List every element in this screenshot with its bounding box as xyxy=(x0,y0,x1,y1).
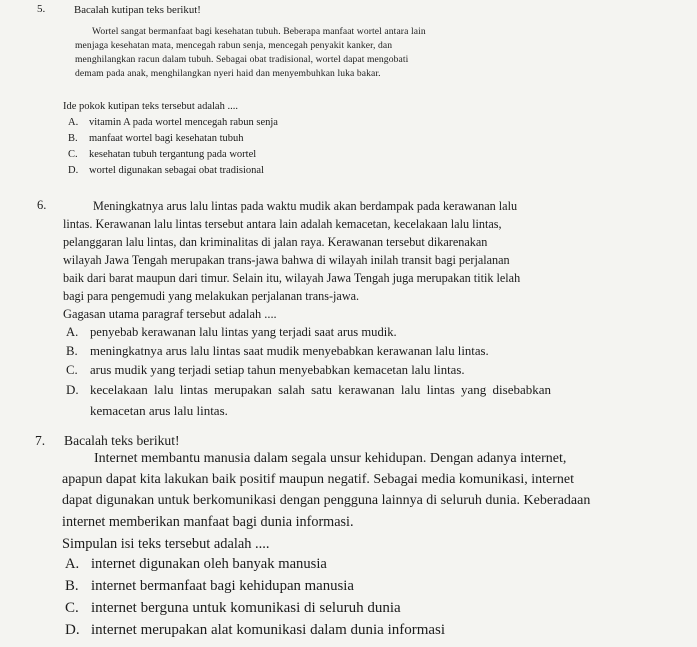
question-number: 6. xyxy=(37,198,47,212)
option-letter: D. xyxy=(65,622,80,638)
option-letter: A. xyxy=(66,325,79,339)
option-letter: B. xyxy=(68,133,78,144)
paragraph-line: demam pada anak, menghilangkan nyeri haid dan menyembuhkan luka bakar. xyxy=(75,68,381,79)
paragraph-line: pelanggaran lalu lintas, dan kriminalitas di jalan raya. Kerawanan tersebut dikarenakan xyxy=(63,235,488,249)
instruction: Bacalah teks berikut! xyxy=(64,433,180,448)
paragraph-line: baik dari barat maupun dari timur. Selain itu, wilayah Jawa Tengah juga merupakan titik lelah xyxy=(63,271,521,285)
question-text: Simpulan isi teks tersebut adalah .... xyxy=(62,536,270,552)
paragraph-line: internet memberikan manfaat bagi dunia informasi. xyxy=(62,514,354,530)
option-text: kecelakaan lalu lintas merupakan salah satu kerawanan lalu lintas yang disebabkan xyxy=(90,382,551,397)
option-text: meningkatnya arus lalu lintas saat mudik menyebabkan kerawanan lalu lintas. xyxy=(90,344,489,358)
paragraph-line: menjaga kesehatan mata, mencegah rabun senja, mencegah penyakit kanker, dan xyxy=(75,40,393,51)
option-text: internet digunakan oleh banyak manusia xyxy=(91,556,327,572)
paragraph-line: Meningkatnya arus lalu lintas pada waktu mudik akan berdampak pada kerawanan lalu xyxy=(93,199,518,213)
paragraph-line: Wortel sangat bermanfaat bagi kesehatan tubuh. Beberapa manfaat wortel antara lain xyxy=(92,26,426,37)
option-letter: A. xyxy=(65,556,80,572)
option-letter: A. xyxy=(68,117,79,128)
option-text: penyebab kerawanan lalu lintas yang terjadi saat arus mudik. xyxy=(90,325,397,339)
question-number: 7. xyxy=(35,433,46,448)
paragraph-line: Internet membantu manusia dalam segala unsur kehidupan. Dengan adanya internet, xyxy=(94,451,567,466)
paragraph-line: wilayah Jawa Tengah merupakan trans-jawa bahwa di wilayah inilah transit bagi perjalanan xyxy=(63,253,510,267)
option-letter: B. xyxy=(66,344,78,358)
option-letter: C. xyxy=(65,600,79,616)
paragraph-line: dapat digunakan untuk berkomunikasi dengan pengguna lainnya di seluruh dunia. Keberadaan xyxy=(62,493,591,508)
option-text: wortel digunakan sebagai obat tradisional xyxy=(89,165,264,176)
option-letter: C. xyxy=(68,149,78,160)
option-letter: D. xyxy=(68,165,79,176)
option-text: internet berguna untuk komunikasi di seluruh dunia xyxy=(91,600,401,616)
option-letter: D. xyxy=(66,382,79,397)
option-text: arus mudik yang terjadi setiap tahun menyebabkan kemacetan lalu lintas. xyxy=(90,363,465,377)
paragraph-line: bagi para pengemudi yang melakukan perjalanan trans-jawa. xyxy=(63,289,360,303)
option-letter: C. xyxy=(66,363,78,377)
question-text: Gagasan utama paragraf tersebut adalah .... xyxy=(63,307,277,321)
paragraph-line: apapun dapat kita lakukan baik positif maupun negatif. Sebagai media komunikasi, internet xyxy=(62,472,575,487)
paragraph-line: lintas. Kerawanan lalu lintas tersebut antara lain adalah kemacetan, kecelakaan lalu lintas, xyxy=(63,217,502,231)
instruction: Bacalah kutipan teks berikut! xyxy=(74,4,201,16)
option-text: internet merupakan alat komunikasi dalam dunia informasi xyxy=(91,622,446,638)
option-text-continuation: kemacetan arus lalu lintas. xyxy=(90,403,228,418)
option-text: kesehatan tubuh tergantung pada wortel xyxy=(89,149,257,160)
option-text: manfaat wortel bagi kesehatan tubuh xyxy=(89,133,244,144)
option-text: internet bermanfaat bagi kehidupan manusia xyxy=(91,578,354,594)
option-letter: B. xyxy=(65,578,79,594)
question-number: 5. xyxy=(37,3,46,15)
option-text: vitamin A pada wortel mencegah rabun senja xyxy=(89,117,278,128)
paragraph-line: menghilangkan racun dalam tubuh. Sebagai obat tradisional, wortel dapat mengobati xyxy=(75,54,409,65)
question-text: Ide pokok kutipan teks tersebut adalah .... xyxy=(63,101,238,112)
